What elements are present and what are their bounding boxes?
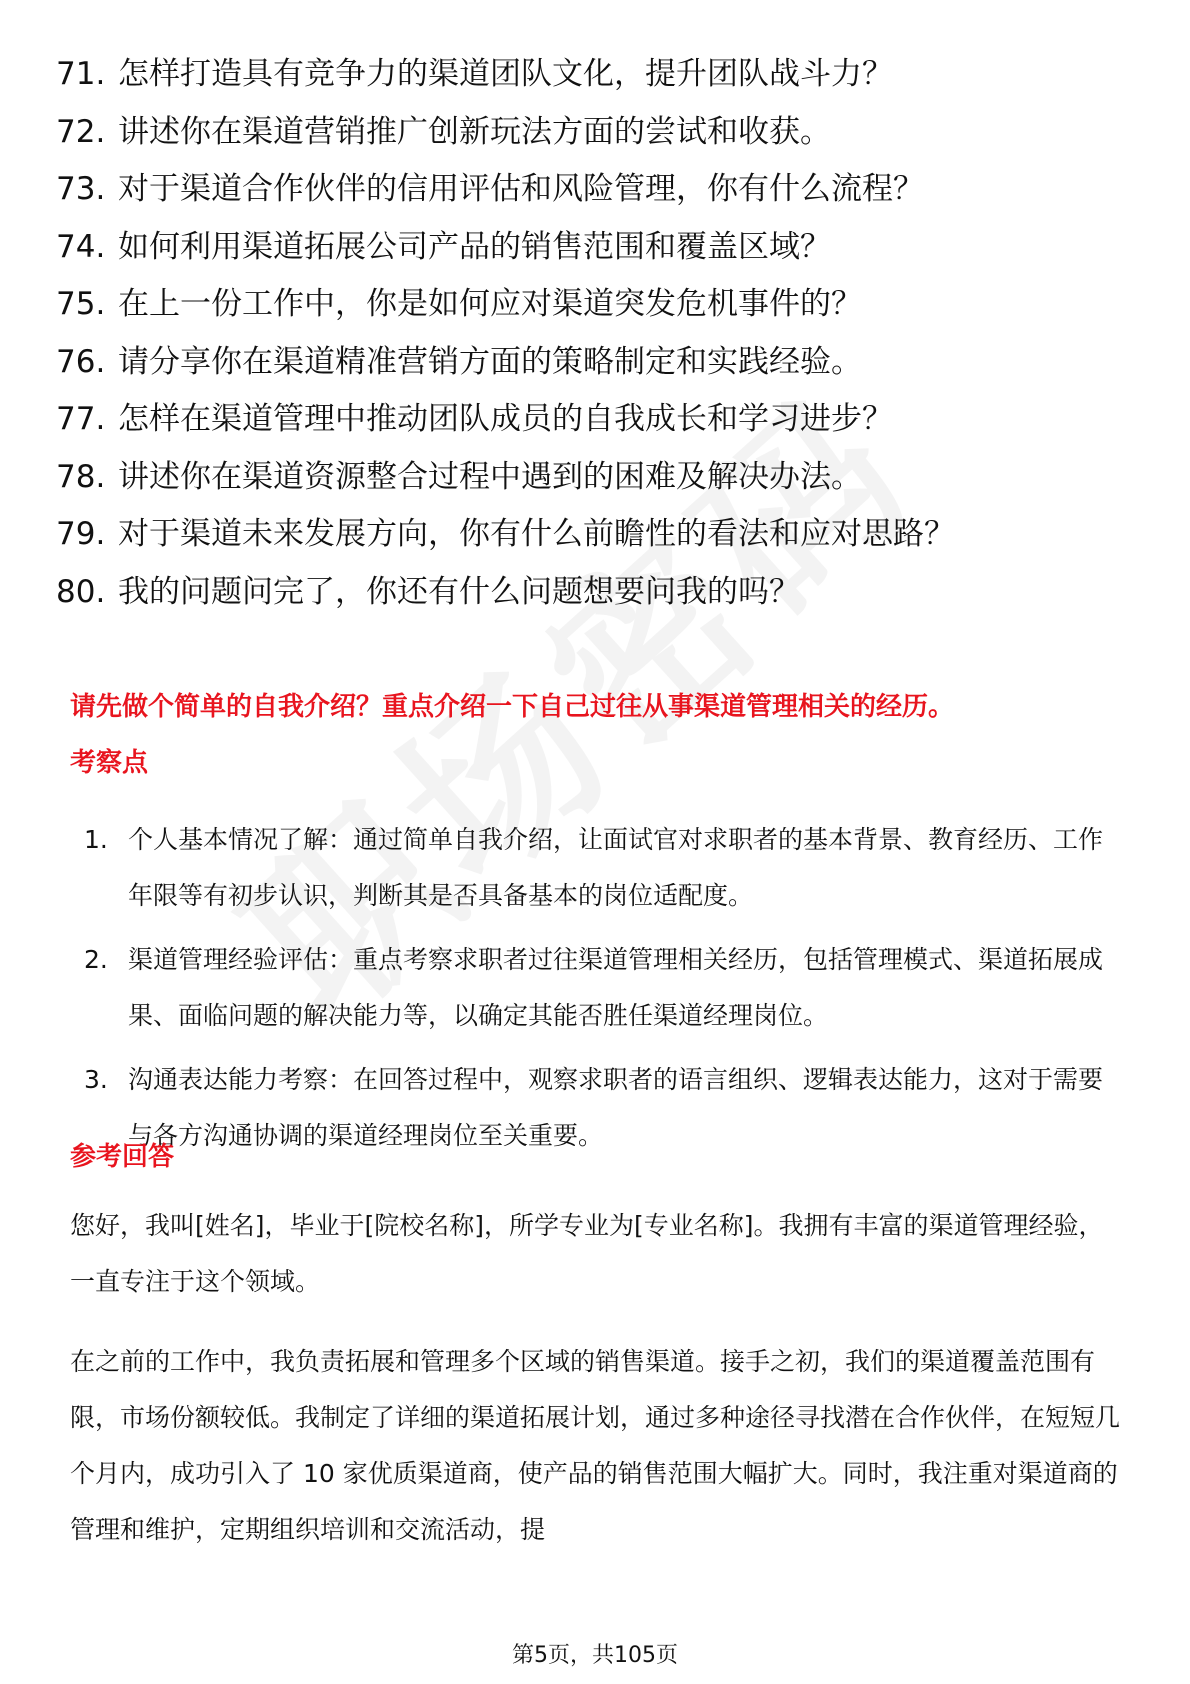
point-number: 2. (84, 945, 108, 974)
page-footer: 第5页，共105页 (512, 1643, 678, 1668)
list-item (56, 391, 1150, 449)
question-text: 讲述你在渠道资源整合过程中遇到的困难及解决办法。 (118, 458, 862, 495)
question-number: 74. (56, 228, 106, 265)
question-title: 请先做个简单的自我介绍？重点介绍一下自己过往从事渠道管理相关的经历。 (70, 692, 955, 722)
point-text: 渠道管理经验评估：重点考察求职者过往渠道管理相关经历，包括管理模式、渠道拓展成果、面临问题的解决能力等，以确定其能否胜任渠道经理岗位。 (128, 945, 1104, 1030)
question-number: 72. (56, 113, 106, 150)
list-item (56, 161, 1150, 219)
list-item (84, 932, 1124, 1044)
point-number: 3. (84, 1065, 108, 1094)
question-text: 怎样打造具有竞争力的渠道团队文化，提升团队战斗力？ (118, 56, 893, 93)
question-text: 如何利用渠道拓展公司产品的销售范围和覆盖区域？ (118, 228, 831, 265)
point-text: 个人基本情况了解：通过简单自我介绍，让面试官对求职者的基本背景、教育经历、工作年限等有初步认识，判断其是否具备基本的岗位适配度。 (128, 825, 1104, 910)
question-text: 我的问题问完了，你还有什么问题想要问我的吗？ (118, 573, 800, 610)
question-text: 对于渠道合作伙伴的信用评估和风险管理，你有什么流程？ (118, 171, 924, 208)
point-text: 沟通表达能力考察：在回答过程中，观察求职者的语言组织、逻辑表达能力，这对于需要与各方沟通协调的渠道经理岗位至关重要。 (128, 1065, 1104, 1150)
answer-heading: 参考回答 (70, 1142, 175, 1172)
question-text: 讲述你在渠道营销推广创新玩法方面的尝试和收获。 (118, 113, 831, 150)
question-text: 请分享你在渠道精准营销方面的策略制定和实践经验。 (118, 343, 862, 380)
question-text: 在上一份工作中，你是如何应对渠道突发危机事件的？ (118, 286, 862, 323)
list-item (56, 564, 1150, 622)
question-number: 75. (56, 286, 106, 323)
question-text: 对于渠道未来发展方向，你有什么前瞻性的看法和应对思路？ (118, 516, 955, 553)
answer-paragraph: 在之前的工作中，我负责拓展和管理多个区域的销售渠道。接手之初，我们的渠道覆盖范围有限，市场份额较低。我制定了详细的渠道拓展计划，通过多种途径寻找潜在合作伙伴，在短短几个月内，成功引入了 10 家优质渠道商，使产品的销售范围大幅扩大。同时，我注重对渠道商的管理和维护，定期组织培训和交流活动，提 (70, 1347, 1121, 1544)
focus-point-list (84, 812, 1124, 1172)
list-item (84, 1052, 1124, 1164)
question-number: 76. (56, 343, 106, 380)
question-number: 77. (56, 401, 106, 438)
question-list (56, 46, 1150, 621)
list-item (84, 812, 1124, 924)
list-item (56, 449, 1150, 507)
question-number: 73. (56, 171, 106, 208)
question-number: 71. (56, 56, 106, 93)
focus-heading: 考察点 (70, 748, 149, 778)
list-item (56, 219, 1150, 277)
question-number: 79. (56, 516, 106, 553)
question-number: 78. (56, 458, 106, 495)
answer-paragraph: 您好，我叫[姓名]，毕业于[院校名称]，所学专业为[专业名称]。我拥有丰富的渠道管理经验，一直专注于这个领域。 (70, 1211, 1104, 1296)
list-item (56, 334, 1150, 392)
list-item (56, 276, 1150, 334)
list-item (56, 506, 1150, 564)
list-item (56, 46, 1150, 104)
question-text: 怎样在渠道管理中推动团队成员的自我成长和学习进步？ (118, 401, 893, 438)
list-item (56, 104, 1150, 162)
point-number: 1. (84, 825, 108, 854)
question-number: 80. (56, 573, 106, 610)
